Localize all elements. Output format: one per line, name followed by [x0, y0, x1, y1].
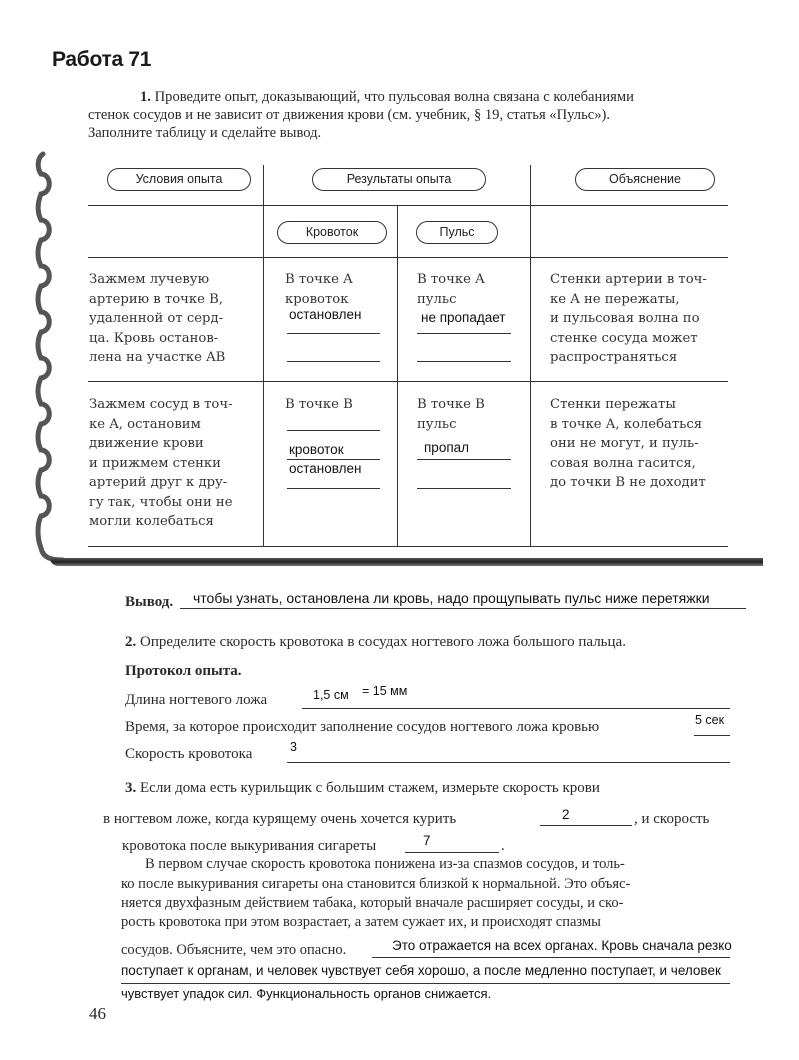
task1-text-1: Проведите опыт, доказывающий, что пульсовая волна связана с колебаниями	[154, 89, 634, 105]
task3-line-1	[125, 780, 730, 797]
page-number: 46	[89, 1004, 106, 1023]
fill-time-label: Время, за которое происходит заполнение сосудов ногтевого ложа кровью	[125, 719, 600, 735]
task2-line	[125, 634, 626, 651]
text-line: ца. Кровь останов-	[89, 330, 219, 346]
row1-blood-flow-line-2	[287, 361, 380, 362]
text-line: распространяться	[550, 350, 678, 365]
flow-speed-label: Скорость кровотока	[125, 746, 253, 762]
row2-blood-flow-answer-1[interactable]: кровоток	[289, 442, 344, 457]
fill-time-line	[694, 735, 730, 736]
row2-pulse-line-1	[417, 459, 511, 460]
text-line: пульс	[417, 291, 457, 307]
text-line: В точке B	[285, 397, 353, 412]
row2-pulse-answer[interactable]: пропал	[424, 440, 470, 455]
row1-pulse-line-2	[417, 361, 511, 362]
row1-pulse-line-1	[417, 333, 511, 334]
nail-length-extra[interactable]: = 15 мм	[362, 684, 408, 698]
text-line: Зажмем сосуд в точ-	[89, 397, 233, 412]
row2-blood-flow-line-2	[287, 459, 380, 460]
table-col-divider-3	[530, 165, 531, 546]
text-line: артерию в точке B,	[89, 291, 223, 307]
row2-pulse-printed	[417, 395, 527, 434]
table-col-divider-2	[397, 205, 398, 546]
text-line: В точке A	[417, 272, 485, 287]
task3-answer-underline-1	[372, 957, 730, 958]
task3-line-3	[122, 838, 376, 855]
header-explanation: Объяснение	[575, 168, 715, 191]
task3-line3-after: .	[501, 838, 505, 854]
task1-number: 1.	[140, 89, 151, 105]
row2-conditions	[89, 395, 264, 532]
table-rule-bottom	[88, 546, 728, 547]
task3-line-2	[103, 811, 456, 828]
fill-time-answer[interactable]: 5 сек	[695, 713, 725, 727]
row1-blood-flow-line-1	[287, 333, 380, 334]
conclusion-line	[180, 608, 746, 609]
task3-para-4: рость кровотока при этом возрастает, а затем сужает их, и происходят спазмы	[121, 914, 601, 930]
table-rule-subheader	[88, 257, 728, 258]
task2-text: Определите скорость кровотока в сосудах ногтевого ложа большого пальца.	[140, 634, 626, 650]
text-line: пульс	[417, 416, 457, 432]
text-line: гу так, чтобы они не	[89, 494, 233, 510]
text-line: ке A, остановим	[89, 416, 201, 432]
task3-answer-underline-2	[121, 983, 730, 984]
text-line: Зажмем лучевую	[89, 272, 210, 287]
row2-blood-flow-printed	[285, 395, 395, 415]
flow-speed-answer[interactable]: 3	[290, 740, 297, 754]
task3-question: сосудов. Объясните, чем это опасно.	[121, 942, 347, 958]
task3-number: 3.	[125, 780, 137, 796]
row2-blood-flow-answer-2[interactable]: остановлен	[289, 461, 362, 476]
text-line: Стенки пережаты	[550, 397, 676, 412]
row1-conditions	[89, 270, 259, 368]
task3-para-1: В первом случае скорость кровотока понижена из-за спазмов сосудов, и толь-	[145, 856, 625, 872]
flow-speed-line	[287, 762, 730, 763]
task3-answer-2-line	[405, 852, 499, 853]
task3-answer-line-1[interactable]: Это отражается на всех органах. Кровь сначала резко	[392, 938, 732, 953]
nail-length-label: Длина ногтевого ложа	[125, 692, 268, 708]
text-line: стенке сосуда может	[550, 330, 698, 346]
task3-answer-2[interactable]: 7	[423, 833, 431, 848]
subheader-pulse: Пульс	[416, 221, 498, 244]
task3-line3-before: кровотока после выкуривания сигареты	[122, 838, 377, 854]
task3-para-3: няется двухфазным действием табака, который вначале расширяет сосуды, и ско-	[121, 895, 624, 911]
text-line: могли колебаться	[89, 514, 214, 529]
text-line: ке A не пережаты,	[550, 291, 680, 307]
task3-line2-after: , и скорость	[634, 811, 710, 827]
task3-answer-line-2[interactable]: поступает к органам, и человек чувствует себя хорошо, а после медленно поступает, и человек	[121, 963, 721, 978]
conclusion-answer[interactable]: чтобы узнать, остановлена ли кровь, надо прощупывать пульс ниже перетяжки	[193, 590, 710, 606]
task3-answer-1-line	[540, 825, 632, 826]
text-line: артерий друг к дру-	[89, 475, 228, 490]
nail-length-line	[302, 708, 730, 709]
table-rule-row-separator	[88, 381, 728, 382]
header-conditions: Условия опыта	[107, 168, 251, 191]
task1-line-3: Заполните таблицу и сделайте вывод.	[88, 125, 322, 141]
row1-blood-flow-printed	[285, 270, 395, 309]
text-line: удаленной от серд-	[89, 311, 224, 326]
protocol-label: Протокол опыта.	[125, 663, 242, 679]
row1-pulse-answer[interactable]: не пропадает	[421, 310, 506, 325]
conclusion-label: Вывод.	[125, 594, 174, 610]
task1-line-1	[140, 88, 780, 106]
task3-line2-before: в ногтевом ложе, когда курящему очень хочется курить	[103, 811, 457, 827]
row1-explanation	[550, 270, 730, 368]
task2-number: 2.	[125, 634, 137, 650]
text-line: они не могут, и пуль-	[550, 436, 699, 451]
notebook-binding-decoration	[33, 148, 73, 573]
nail-length-answer[interactable]: 1,5 см	[313, 688, 349, 702]
text-line: до точки B не доходит	[550, 475, 706, 490]
text-line: кровоток	[285, 291, 349, 307]
row1-blood-flow-answer[interactable]: остановлен	[289, 307, 362, 322]
text-line: движение крови	[89, 436, 204, 451]
task3-answer-line-3[interactable]: чувствует упадок сил. Функциональность органов снижается.	[121, 986, 492, 1001]
text-line: лена на участке AB	[89, 350, 226, 365]
text-line: и прижмем стенки	[89, 455, 221, 471]
task3-text-1: Если дома есть курильщик с большим стажем, измерьте скорость крови	[140, 780, 600, 796]
page-title: Работа 71	[52, 48, 152, 71]
table-frame-shadow	[50, 558, 763, 566]
table-rule-header	[88, 205, 728, 206]
row2-blood-flow-line-1	[287, 430, 380, 431]
row2-explanation	[550, 395, 730, 493]
subheader-blood-flow: Кровоток	[277, 221, 387, 244]
row1-pulse-printed	[417, 270, 527, 309]
row2-blood-flow-line-3	[287, 488, 380, 489]
task3-para-2: ко после выкуривания сигареты она становится близкой к нормальной. Это объяс-	[121, 876, 631, 892]
row2-pulse-line-2	[417, 488, 511, 489]
text-line: В точке B	[417, 397, 485, 412]
text-line: В точке A	[285, 272, 353, 287]
text-line: совая волна гасится,	[550, 455, 696, 471]
text-line: Стенки артерии в точ-	[550, 272, 707, 287]
text-line: в точке A, колебаться	[550, 416, 703, 432]
task1-line-2: стенок сосудов и не зависит от движения крови (см. учебник, § 19, статья «Пульс»).	[88, 107, 611, 123]
header-results: Результаты опыта	[312, 168, 486, 191]
task3-answer-1[interactable]: 2	[562, 807, 570, 822]
text-line: и пульсовая волна по	[550, 311, 700, 326]
